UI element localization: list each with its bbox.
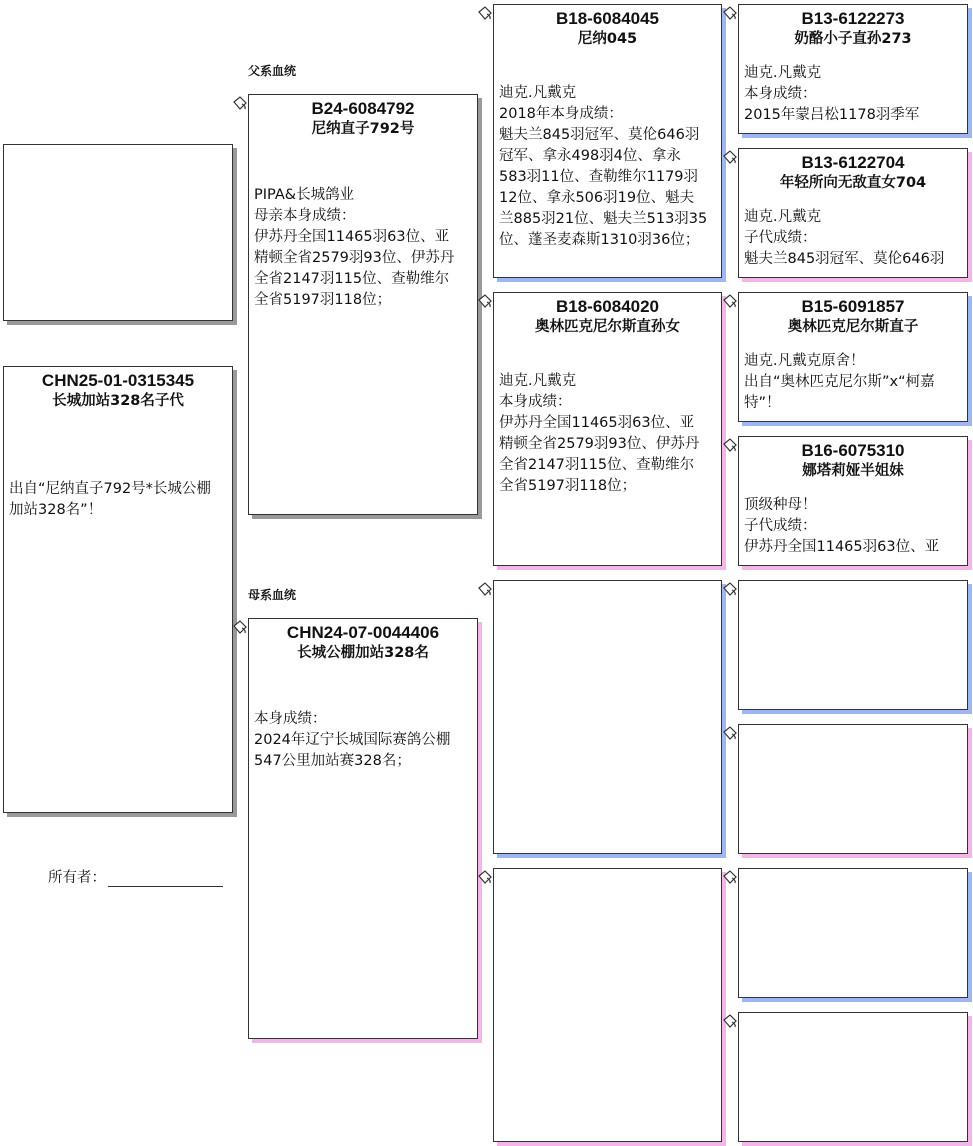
sire-line: 母亲本身成绩： <box>254 208 356 224</box>
sire-sire-line: 兰885羽21位、魁夫兰513羽35 <box>499 211 708 227</box>
owner-label: 所有者： <box>48 870 106 886</box>
sire-sire-ring-number: B18-6084045 <box>555 9 660 28</box>
paint-bucket-icon[interactable] <box>477 869 493 885</box>
sire-dam-name: 奥林匹克尼尔斯直孙女 <box>535 319 680 335</box>
sdd-line: 伊苏丹全国11465羽63位、亚 <box>744 539 940 555</box>
paint-bucket-icon[interactable] <box>232 95 248 111</box>
dam-line-label: 母系血统 <box>248 588 297 602</box>
subject-card[interactable] <box>3 366 233 813</box>
ssd-line: 迪克.凡戴克 <box>744 209 822 225</box>
photo-placeholder[interactable] <box>3 144 233 321</box>
ssd-name: 年轻所向无敌直女704 <box>779 175 927 191</box>
dam-dam-card[interactable] <box>493 868 722 1142</box>
sss-line: 2015年蒙吕松1178羽季军 <box>744 107 920 123</box>
dam-name: 长城公棚加站328名 <box>297 645 429 661</box>
sds-ring-number: B15-6091857 <box>801 297 905 316</box>
sds-name: 奥林匹克尼尔斯直子 <box>787 319 919 335</box>
paint-bucket-icon[interactable] <box>722 1013 738 1029</box>
dam-sire-card[interactable] <box>493 580 722 854</box>
sire-line: 伊苏丹全国11465羽63位、亚 <box>254 229 450 245</box>
sdd-line: 顶级种母！ <box>744 497 817 513</box>
sire-sire-dam-card[interactable] <box>738 148 968 278</box>
dam-line: 2024年辽宁长城国际赛鸽公棚 <box>254 732 451 748</box>
sire-sire-line: 冠军、拿永498羽4位、拿永 <box>499 148 681 164</box>
sire-dam-line: 伊苏丹全国11465羽63位、亚 <box>499 415 695 431</box>
paint-bucket-icon[interactable] <box>232 619 248 635</box>
dam-line: 547公里加站赛328名； <box>254 753 411 769</box>
sire-sire-sire-card[interactable] <box>738 4 968 134</box>
dam-dam-dam-card[interactable] <box>738 1012 968 1142</box>
sds-line: 迪克.凡戴克原舍！ <box>744 353 865 369</box>
paint-bucket-icon[interactable] <box>722 149 738 165</box>
paint-bucket-icon[interactable] <box>722 869 738 885</box>
subject-ring-number: CHN25-01-0315345 <box>41 371 195 390</box>
sire-sire-card[interactable] <box>493 4 722 278</box>
sire-dam-dam-card[interactable] <box>738 436 968 566</box>
dam-ring-number: CHN24-07-0044406 <box>286 623 440 642</box>
dam-sire-dam-card[interactable] <box>738 724 968 854</box>
sire-sire-line: 魁夫兰845羽冠军、莫伦646羽 <box>499 127 700 143</box>
paint-bucket-icon[interactable] <box>722 5 738 21</box>
sss-line: 迪克.凡戴克 <box>744 65 822 81</box>
sire-sire-line: 12位、拿永506羽19位、魁夫 <box>499 190 695 206</box>
ssd-ring-number: B13-6122704 <box>801 153 905 172</box>
sire-dam-line: 精顿全省2579羽93位、伊苏丹 <box>499 436 700 452</box>
sire-sire-line: 位、蓬圣麦森斯1310羽36位； <box>499 232 700 248</box>
dam-sire-sire-card[interactable] <box>738 580 968 710</box>
dam-card[interactable] <box>248 618 478 1039</box>
sire-dam-line: 本身成绩： <box>499 394 572 410</box>
owner-blank-line[interactable] <box>108 872 223 887</box>
paint-bucket-icon[interactable] <box>477 5 493 21</box>
paint-bucket-icon[interactable] <box>477 581 493 597</box>
subject-line: 出自“尼纳直子792号*长城公棚 <box>9 481 211 497</box>
subject-line: 加站328名”！ <box>9 502 103 518</box>
sire-line: 全省2147羽115位、查勒维尔 <box>254 271 450 287</box>
sire-dam-line: 迪克.凡戴克 <box>499 373 577 389</box>
sire-line: 精顿全省2579羽93位、伊苏丹 <box>254 250 455 266</box>
sss-name: 奶酪小子直孙273 <box>794 31 912 47</box>
sire-sire-line: 583羽11位、查勒维尔1179羽 <box>499 169 699 185</box>
ssd-line: 子代成绩： <box>744 230 817 246</box>
paint-bucket-icon[interactable] <box>722 581 738 597</box>
dam-line: 本身成绩： <box>254 711 327 727</box>
sire-line: 全省5197羽118位； <box>254 292 392 308</box>
sire-name: 尼纳直子792号 <box>311 121 415 137</box>
paint-bucket-icon[interactable] <box>722 293 738 309</box>
sss-line: 本身成绩： <box>744 86 817 102</box>
sire-dam-ring-number: B18-6084020 <box>555 297 660 316</box>
sdd-name: 娜塔莉娅半姐妹 <box>802 463 904 479</box>
sss-ring-number: B13-6122273 <box>801 9 905 28</box>
sire-dam-line: 全省5197羽118位； <box>499 478 637 494</box>
sdd-line: 子代成绩： <box>744 518 817 534</box>
owner-field <box>48 866 223 887</box>
paint-bucket-icon[interactable] <box>722 437 738 453</box>
ssd-line: 魁夫兰845羽冠军、莫伦646羽 <box>744 251 945 267</box>
dam-dam-sire-card[interactable] <box>738 868 968 998</box>
sire-dam-line: 全省2147羽115位、查勒维尔 <box>499 457 695 473</box>
sds-line: 特”！ <box>744 395 781 411</box>
sire-line-label: 父系血统 <box>248 64 297 78</box>
paint-bucket-icon[interactable] <box>477 293 493 309</box>
sire-line: PIPA&长城鸽业 <box>254 187 355 203</box>
sire-sire-line: 迪克.凡戴克 <box>499 85 577 101</box>
sire-dam-card[interactable] <box>493 292 722 566</box>
paint-bucket-icon[interactable] <box>722 725 738 741</box>
sds-line: 出自“奥林匹克尼尔斯”x“柯嘉 <box>744 374 935 390</box>
sire-sire-line: 2018年本身成绩： <box>499 106 623 122</box>
sire-card[interactable] <box>248 94 478 515</box>
sire-sire-name: 尼纳045 <box>577 31 638 47</box>
subject-name: 长城加站328名子代 <box>52 393 184 409</box>
sdd-ring-number: B16-6075310 <box>801 441 905 460</box>
sire-ring-number: B24-6084792 <box>311 99 415 118</box>
sire-dam-sire-card[interactable] <box>738 292 968 422</box>
